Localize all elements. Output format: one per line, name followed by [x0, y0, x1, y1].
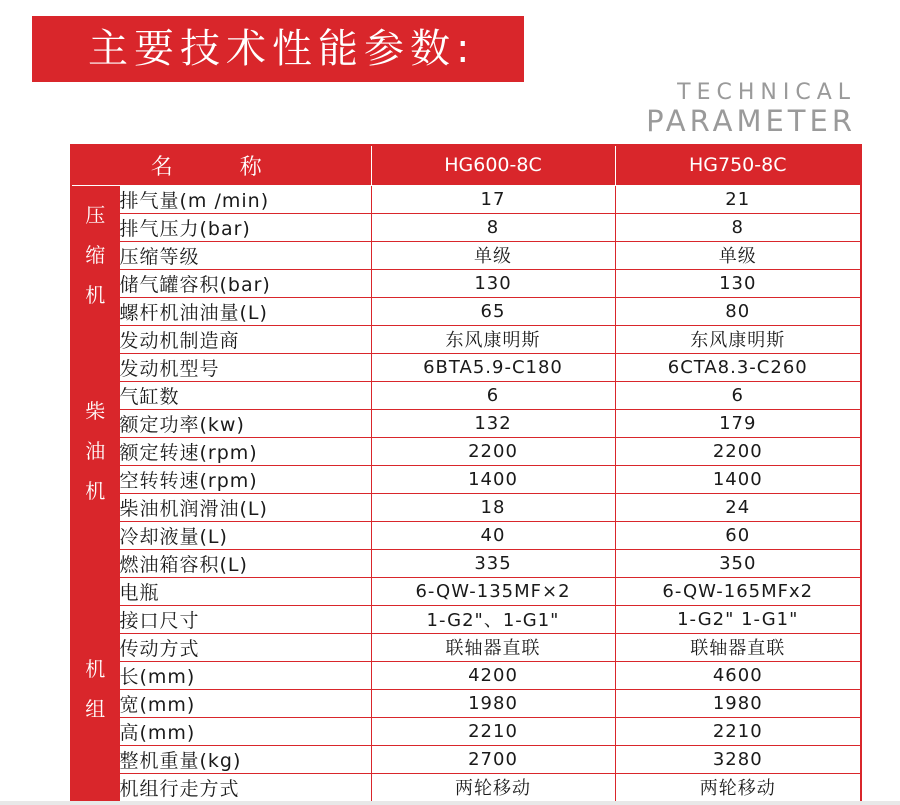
table-row — [71, 465, 861, 493]
table-row — [71, 241, 861, 269]
param-name-cell: 额定功率(kw) — [119, 409, 371, 437]
value-cell-model-b: 60 — [615, 521, 861, 549]
value-cell-model-a: 1-G2"、1-G1" — [371, 605, 615, 633]
value-cell-model-a: 6-QW-135MF×2 — [371, 577, 615, 605]
table-row — [71, 269, 861, 297]
table-header-row — [71, 145, 861, 185]
param-name-cell: 接口尺寸 — [119, 605, 371, 633]
value-cell-model-a: 2700 — [371, 745, 615, 773]
value-cell-model-b: 6 — [615, 381, 861, 409]
value-cell-model-a: 两轮移动 — [371, 773, 615, 802]
table-row — [71, 633, 861, 661]
value-cell-model-a: 130 — [371, 269, 615, 297]
table-row — [71, 213, 861, 241]
spec-table — [70, 144, 862, 803]
param-name-cell: 空转转速(rpm) — [119, 465, 371, 493]
param-name-cell: 高(mm) — [119, 717, 371, 745]
value-cell-model-a: 18 — [371, 493, 615, 521]
param-name-cell: 机组行走方式 — [119, 773, 371, 802]
value-cell-model-a: 东风康明斯 — [371, 325, 615, 353]
param-name-cell: 冷却液量(L) — [119, 521, 371, 549]
value-cell-model-a: 4200 — [371, 661, 615, 689]
table-row — [71, 689, 861, 717]
table-row — [71, 297, 861, 325]
table-row — [71, 661, 861, 689]
table-row — [71, 409, 861, 437]
group-label-2 — [71, 577, 119, 802]
value-cell-model-b: 单级 — [615, 241, 861, 269]
page-title: 主要技术性能参数: — [88, 26, 476, 72]
table-row — [71, 717, 861, 745]
table-row — [71, 353, 861, 381]
param-name-cell: 长(mm) — [119, 661, 371, 689]
title-banner — [32, 16, 524, 82]
value-cell-model-b: 24 — [615, 493, 861, 521]
value-cell-model-b: 联轴器直联 — [615, 633, 861, 661]
value-cell-model-a: 40 — [371, 521, 615, 549]
group-label-char: 柴 — [85, 399, 106, 423]
table-row — [71, 325, 861, 353]
subtitle-parameter: PARAMETER — [646, 104, 856, 138]
value-cell-model-b: 3280 — [615, 745, 861, 773]
table-row — [71, 773, 861, 802]
value-cell-model-b: 6CTA8.3-C260 — [615, 353, 861, 381]
value-cell-model-a: 1980 — [371, 689, 615, 717]
param-name-cell: 电瓶 — [119, 577, 371, 605]
header-name: 名 称 — [71, 145, 371, 185]
table-row — [71, 381, 861, 409]
param-name-cell: 整机重量(kg) — [119, 745, 371, 773]
value-cell-model-a: 2210 — [371, 717, 615, 745]
value-cell-model-b: 179 — [615, 409, 861, 437]
param-name-cell: 储气罐容积(bar) — [119, 269, 371, 297]
value-cell-model-a: 2200 — [371, 437, 615, 465]
param-name-cell: 排气压力(bar) — [119, 213, 371, 241]
value-cell-model-b: 2210 — [615, 717, 861, 745]
table-row — [71, 745, 861, 773]
group-label-char: 缩 — [85, 243, 106, 267]
group-label-char: 机 — [85, 657, 106, 681]
value-cell-model-b: 350 — [615, 549, 861, 577]
value-cell-model-a: 6BTA5.9-C180 — [371, 353, 615, 381]
param-name-cell: 传动方式 — [119, 633, 371, 661]
group-label-char: 机 — [85, 283, 106, 307]
value-cell-model-a: 65 — [371, 297, 615, 325]
header-model-b: HG750-8C — [615, 145, 861, 185]
param-name-cell: 压缩等级 — [119, 241, 371, 269]
param-name-cell: 额定转速(rpm) — [119, 437, 371, 465]
value-cell-model-b: 1400 — [615, 465, 861, 493]
value-cell-model-b: 130 — [615, 269, 861, 297]
value-cell-model-b: 1-G2" 1-G1" — [615, 605, 861, 633]
table-row — [71, 549, 861, 577]
value-cell-model-b: 6-QW-165MFx2 — [615, 577, 861, 605]
group-label-char: 压 — [85, 203, 106, 227]
value-cell-model-a: 单级 — [371, 241, 615, 269]
group-label-char: 机 — [85, 479, 106, 503]
value-cell-model-b: 4600 — [615, 661, 861, 689]
table-row — [71, 437, 861, 465]
header-model-a: HG600-8C — [371, 145, 615, 185]
group-label-char: 油 — [85, 439, 106, 463]
value-cell-model-b: 两轮移动 — [615, 773, 861, 802]
param-name-cell: 螺杆机油油量(L) — [119, 297, 371, 325]
table-row — [71, 521, 861, 549]
table-body — [71, 185, 861, 802]
param-name-cell: 发动机制造商 — [119, 325, 371, 353]
value-cell-model-a: 17 — [371, 185, 615, 213]
value-cell-model-a: 1400 — [371, 465, 615, 493]
table-row — [71, 493, 861, 521]
value-cell-model-a: 8 — [371, 213, 615, 241]
param-name-cell: 发动机型号 — [119, 353, 371, 381]
value-cell-model-b: 1980 — [615, 689, 861, 717]
value-cell-model-a: 335 — [371, 549, 615, 577]
table-row — [71, 577, 861, 605]
param-name-cell: 燃油箱容积(L) — [119, 549, 371, 577]
table-row — [71, 185, 861, 213]
value-cell-model-b: 80 — [615, 297, 861, 325]
param-name-cell: 排气量(m /min) — [119, 185, 371, 213]
subtitle-technical: TECHNICAL — [677, 80, 856, 105]
value-cell-model-a: 132 — [371, 409, 615, 437]
param-name-cell: 气缸数 — [119, 381, 371, 409]
value-cell-model-b: 2200 — [615, 437, 861, 465]
value-cell-model-b: 21 — [615, 185, 861, 213]
bottom-divider — [0, 801, 900, 805]
value-cell-model-b: 东风康明斯 — [615, 325, 861, 353]
value-cell-model-b: 8 — [615, 213, 861, 241]
value-cell-model-a: 联轴器直联 — [371, 633, 615, 661]
value-cell-model-a: 6 — [371, 381, 615, 409]
spec-table-container — [70, 144, 862, 803]
param-name-cell: 宽(mm) — [119, 689, 371, 717]
param-name-cell: 柴油机润滑油(L) — [119, 493, 371, 521]
table-row — [71, 605, 861, 633]
group-label-0 — [71, 185, 119, 325]
group-label-char: 组 — [85, 697, 106, 721]
group-label-1 — [71, 325, 119, 577]
